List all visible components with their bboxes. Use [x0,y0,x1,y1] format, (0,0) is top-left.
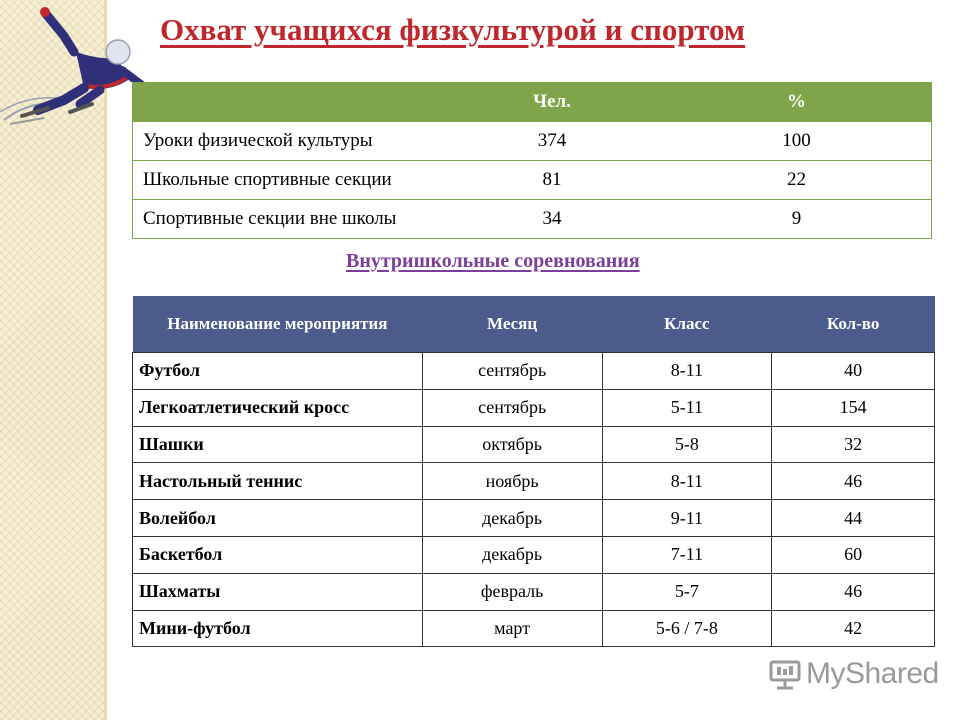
event-month: октябрь [422,426,602,463]
event-grade: 5-7 [602,573,772,610]
event-month: ноябрь [422,463,602,500]
table-row [133,353,935,390]
table-row [133,500,935,537]
event-month: декабрь [422,500,602,537]
event-grade: 7-11 [602,536,772,573]
event-name: Мини-футбол [133,610,423,647]
coverage-row-label: Школьные спортивные секции [133,161,443,200]
event-grade: 8-11 [602,463,772,500]
event-month: декабрь [422,536,602,573]
event-name: Футбол [133,353,423,390]
event-grade: 5-11 [602,389,772,426]
coverage-table-header [133,82,932,122]
header-event-name: Наименование мероприятия [133,296,423,353]
coverage-row-percent: 22 [662,161,932,200]
event-grade: 5-8 [602,426,772,463]
coverage-row-percent: 9 [662,200,932,239]
event-count: 46 [772,573,935,610]
event-name: Настольный теннис [133,463,423,500]
logo-text: MyShared [806,657,939,690]
header-count: Кол-во [772,296,935,353]
presentation-board-icon [768,657,802,691]
event-name: Легкоатлетический кросс [133,389,423,426]
coverage-header-percent: % [662,82,932,122]
table-row [133,573,935,610]
event-count: 42 [772,610,935,647]
table-row [133,426,935,463]
event-count: 32 [772,426,935,463]
coverage-table [132,82,932,239]
header-month: Месяц [422,296,602,353]
event-month: март [422,610,602,647]
coverage-row-label: Уроки физической культуры [133,122,443,161]
event-name: Шашки [133,426,423,463]
competitions-subtitle: Внутришкольные соревнования [346,250,640,272]
event-count: 40 [772,353,935,390]
event-count: 60 [772,536,935,573]
event-count: 46 [772,463,935,500]
competitions-table-header [133,296,935,353]
table-row [133,161,932,200]
table-row [133,463,935,500]
event-name: Баскетбол [133,536,423,573]
table-row [133,122,932,161]
event-grade: 9-11 [602,500,772,537]
myshared-logo[interactable] [768,654,939,694]
event-month: сентябрь [422,389,602,426]
coverage-row-percent: 100 [662,122,932,161]
event-grade: 5-6 / 7-8 [602,610,772,647]
table-row [133,389,935,426]
coverage-row-people: 34 [442,200,662,239]
event-count: 154 [772,389,935,426]
event-month: февраль [422,573,602,610]
coverage-row-people: 81 [442,161,662,200]
table-row [133,200,932,239]
event-month: сентябрь [422,353,602,390]
event-count: 44 [772,500,935,537]
coverage-row-label: Спортивные секции вне школы [133,200,443,239]
event-name: Шахматы [133,573,423,610]
coverage-row-people: 374 [442,122,662,161]
event-name: Волейбол [133,500,423,537]
header-grade: Класс [602,296,772,353]
table-row [133,610,935,647]
competitions-table [132,296,935,647]
page-title: Охват учащихся физкультурой и спортом [160,12,746,47]
table-row [133,536,935,573]
coverage-header-people: Чел. [442,82,662,122]
event-grade: 8-11 [602,353,772,390]
coverage-header-empty [133,82,443,122]
